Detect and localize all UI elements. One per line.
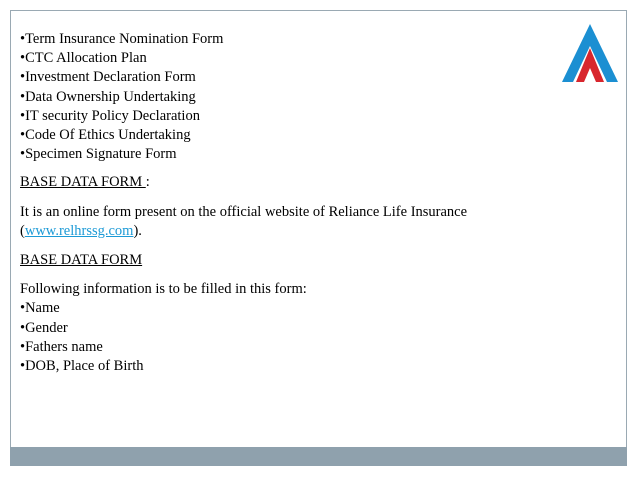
list-item: •Data Ownership Undertaking: [20, 88, 196, 105]
list-item: •Term Insurance Nomination Form: [20, 31, 224, 47]
section1-text-line2: [20, 222, 550, 241]
section1-text-prefix: (: [20, 222, 25, 239]
section1-heading-suffix: :: [145, 174, 150, 191]
forms-list: [20, 30, 550, 164]
list-item: •IT security Policy Declaration: [20, 107, 200, 124]
list-item: •Fathers name: [20, 338, 103, 355]
list-item: •Code Of Ethics Undertaking: [20, 127, 191, 144]
website-link[interactable]: www.relhrssg.com: [24, 222, 134, 239]
reliance-logo-icon: [560, 22, 620, 86]
list-item: •DOB, Place of Birth: [20, 358, 144, 375]
list-item: •Gender: [20, 319, 68, 336]
section1-heading: BASE DATA FORM: [20, 174, 146, 191]
section2-intro: Following information is to be filled in this form:: [20, 281, 307, 298]
section1-heading-line: [20, 173, 550, 192]
section1-text-suffix: ).: [133, 222, 142, 239]
footer-bar: [10, 447, 627, 466]
list-item: •Name: [20, 300, 60, 317]
list-item: •Investment Declaration Form: [20, 69, 196, 86]
section1-text-line1: It is an online form present on the official website of Reliance Life Insurance: [20, 203, 468, 220]
section2-heading: BASE DATA FORM: [20, 252, 143, 269]
slide-content: [20, 30, 550, 376]
fields-list: [20, 299, 550, 376]
list-item: •Specimen Signature Form: [20, 146, 177, 163]
list-item: •CTC Allocation Plan: [20, 50, 147, 67]
